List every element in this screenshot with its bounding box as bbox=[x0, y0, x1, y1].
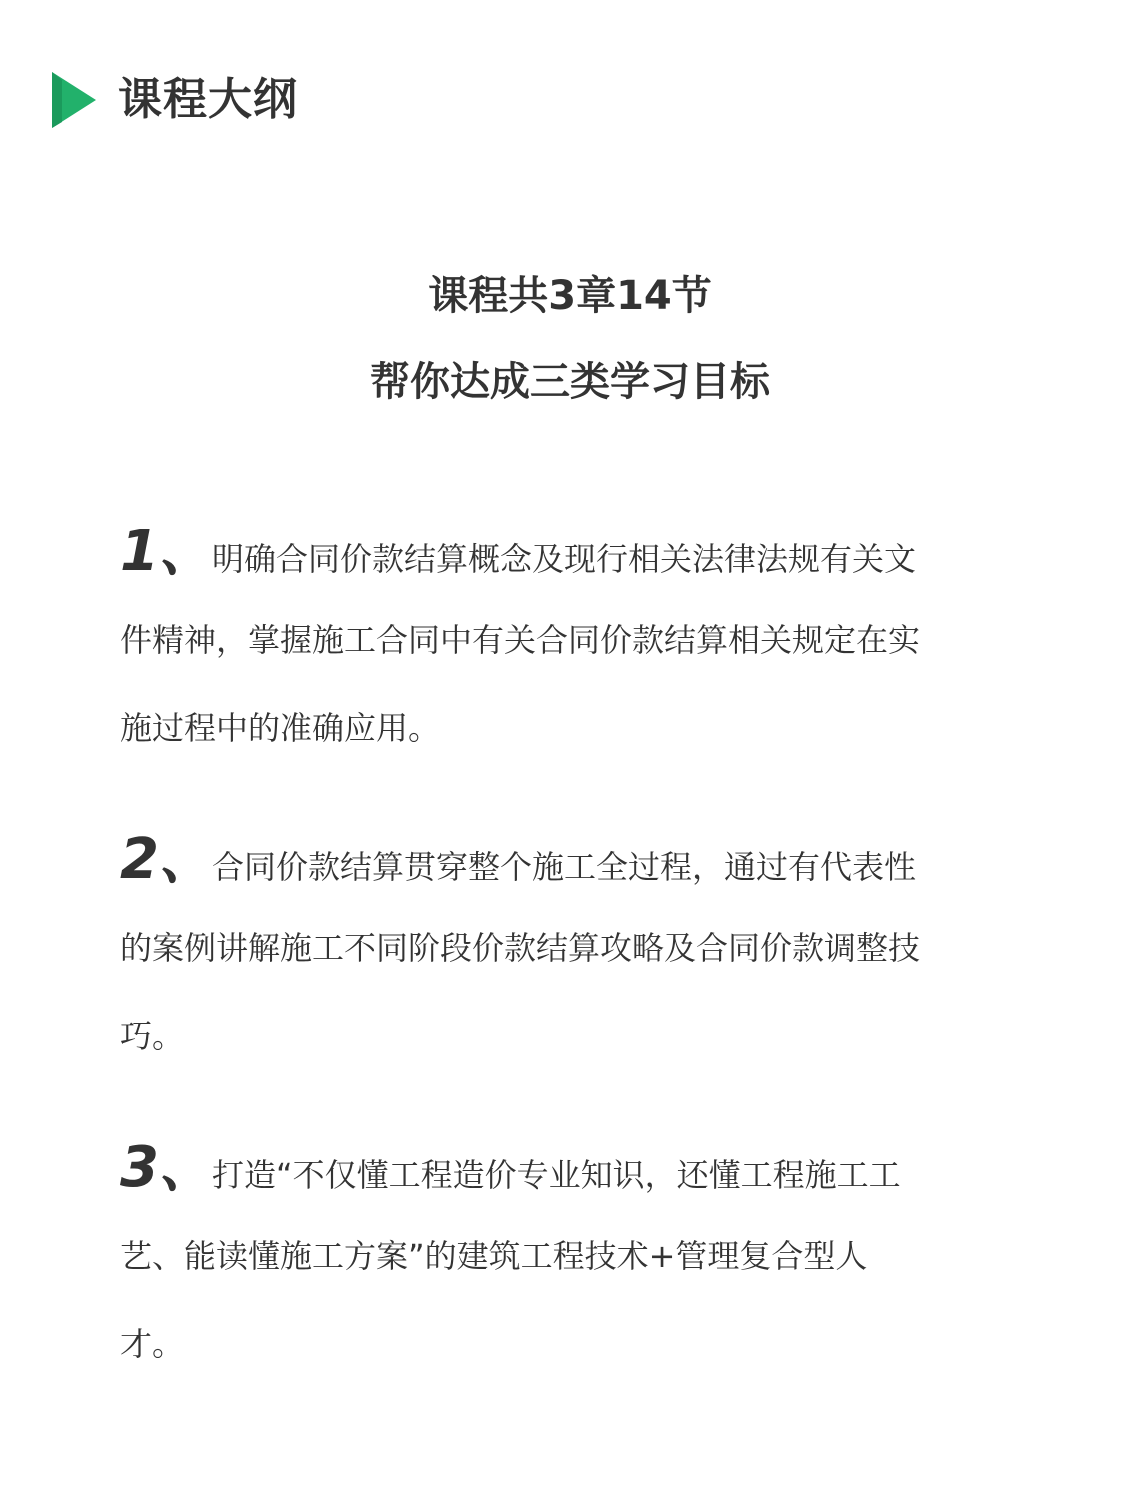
goal-text: 明确合同价款结算概念及现行相关法律法规有关文 bbox=[212, 540, 917, 578]
play-triangle-icon bbox=[48, 70, 98, 130]
goal-line bbox=[120, 816, 1030, 904]
goal-item-1 bbox=[120, 508, 1030, 772]
goal-number: 2、 bbox=[120, 827, 215, 892]
goal-text: 施过程中的准确应用。 bbox=[120, 709, 441, 747]
goal-text: 巧。 bbox=[120, 1017, 185, 1055]
goal-item-3 bbox=[120, 1124, 1030, 1388]
goal-text: 的案例讲解施工不同阶段价款结算攻略及合同价款调整技 bbox=[120, 929, 921, 967]
goal-number: 3、 bbox=[120, 1135, 215, 1200]
goal-text: 才。 bbox=[120, 1325, 185, 1363]
goal-number: 1、 bbox=[120, 519, 215, 584]
goal-text: 打造“不仅懂工程造价专业知识，还懂工程施工工 bbox=[212, 1156, 901, 1194]
goal-text: 合同价款结算贯穿整个施工全过程，通过有代表性 bbox=[212, 848, 917, 886]
goal-item-2 bbox=[120, 816, 1030, 1080]
section-title: 课程大纲 bbox=[118, 74, 298, 125]
section-header bbox=[48, 70, 298, 130]
goal-line bbox=[120, 1124, 1030, 1212]
goal-line bbox=[120, 508, 1030, 596]
goal-text: 件精神，掌握施工合同中有关合同价款结算相关规定在实 bbox=[120, 621, 921, 659]
course-summary: 课程共3章14节 bbox=[428, 273, 712, 319]
goal-text: 艺、能读懂施工方案”的建筑工程技术+管理复合型人 bbox=[120, 1237, 868, 1275]
course-goal-summary: 帮你达成三类学习目标 bbox=[370, 359, 770, 405]
